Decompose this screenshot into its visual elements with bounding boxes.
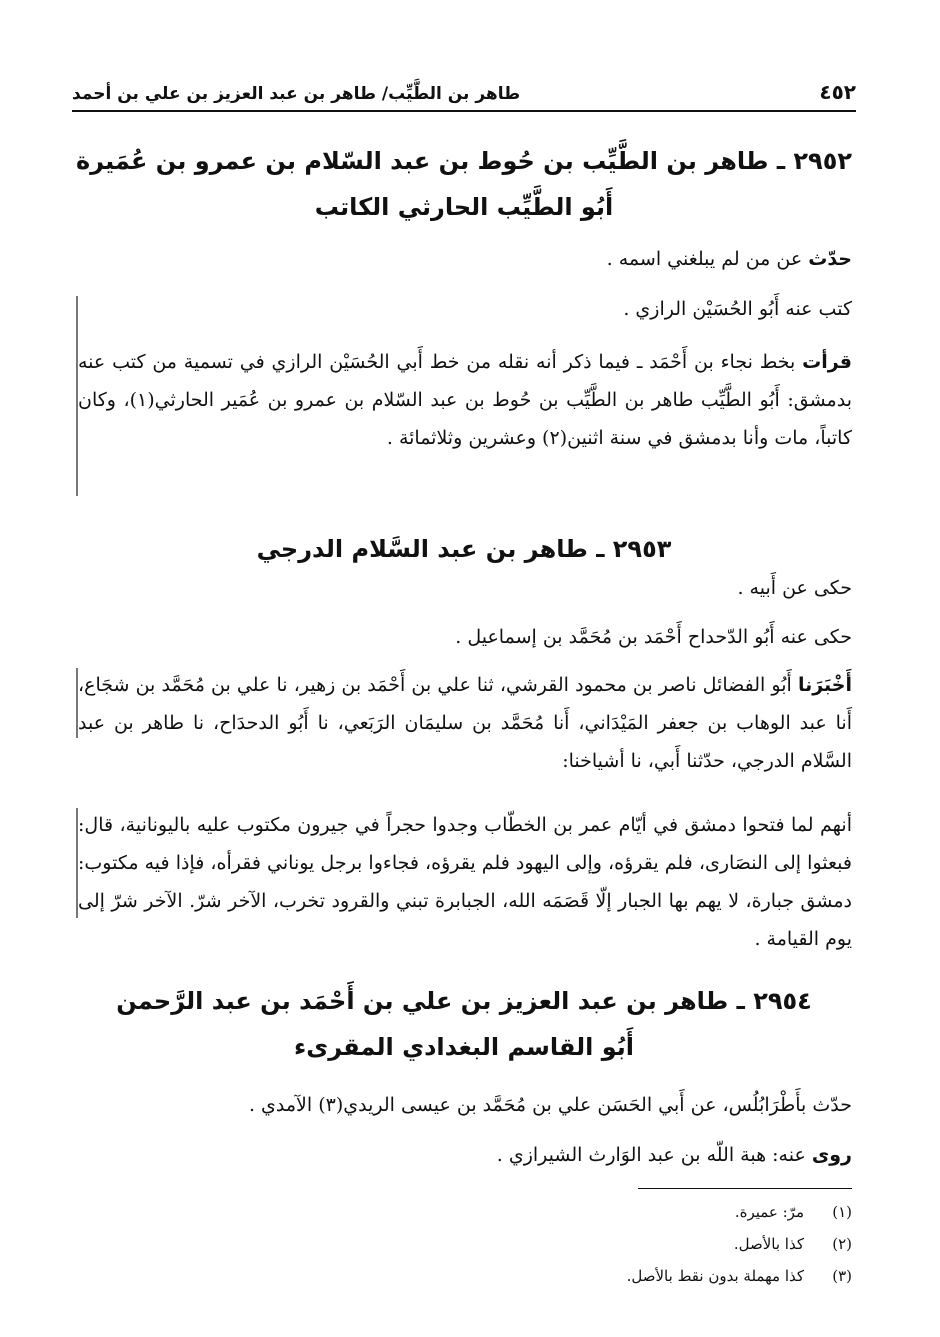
- header-rule: [72, 110, 856, 112]
- scan-margin-mark: [76, 668, 78, 738]
- running-title: طاهر بن الطَّيِّب/ طاهر بن عبد العزيز بن علي بن أحمد: [72, 84, 521, 104]
- paragraph-text: عن من لم يبلغني اسمه .: [606, 248, 809, 270]
- entry-title-line: ٢٩٥٤ ـ طاهر بن عبد العزيز بن علي بن أَحْمَد بن عبد الرَّحمن: [116, 987, 812, 1015]
- entry-title-2953: [72, 526, 856, 572]
- paragraph: [78, 569, 852, 607]
- paragraph-lead: أَخْبَرَنا: [797, 674, 852, 696]
- paragraph-lead: روى: [811, 1144, 852, 1166]
- entry-title-2952: [72, 138, 856, 230]
- entry-title-line: ٢٩٥٣ ـ طاهر بن عبد السَّلام الدرجي: [256, 535, 672, 563]
- paragraph-text: أنهم لما فتحوا دمشق في أيّام عمر بن الخطّاب وجدوا حجراً في جيرون مكتوب عليه باليونانية، قال: فبعثوا إلى النصَارى، فلم يقرؤه، وإلى اليهود فلم يقرؤه، فجاءوا برجل يوناني فقرأه، فإذا فيه مكتوب: دمشق جبارة، لا يهم بها الجبار إلّا قَصَمَه الله، الجبابرة تبني والقرود تخرب، الآخر شرّ. الآخر شرّ إلى يوم القيامة .: [78, 814, 852, 950]
- paragraph-text: كتب عنه أَبُو الحُسَيْن الرازي .: [623, 298, 852, 320]
- footnote-number: (١): [832, 1203, 852, 1221]
- paragraph: [78, 666, 852, 780]
- footnote-text: كذا بالأصل.: [733, 1235, 804, 1253]
- paragraph-text: حكى عنه أَبُو الدّحداح أَحْمَد بن مُحَمَّد بن إسماعيل .: [455, 626, 852, 648]
- footnote: [734, 1232, 852, 1256]
- footnote-number: (٢): [832, 1235, 852, 1253]
- paragraph: [78, 806, 852, 958]
- footnote-text: كذا مهملة بدون نقط بالأصل.: [626, 1267, 804, 1285]
- footnote-rule: [638, 1188, 852, 1189]
- running-header: [72, 70, 856, 104]
- paragraph: [78, 290, 852, 328]
- page-number: ٤٥٢: [819, 80, 856, 104]
- scan-margin-mark: [76, 296, 78, 496]
- footnote-text: مرّ: عميرة.: [734, 1203, 804, 1221]
- paragraph-text: عنه: هبة اللّه بن عبد الوَارث الشيرازي .: [496, 1144, 812, 1166]
- paragraph-text: أَبُو الفضائل ناصر بن محمود القرشي، ثنا علي بن أَحْمَد بن زهير، نا علي بن مُحَمَّد بن شجَاع، أَنا عبد الوهاب بن جعفر المَيْدَاني، أَنا مُحَمَّد بن سليمَان الرَبَعي، نا أَبُو الدحدَاح، نا طاهر بن عبد السَّلام الدرجي، حدّثنا أَبي، نا أشياخنا:: [78, 674, 852, 772]
- entry-title-line: أَبُو الطَّيِّب الحارثي الكاتب: [314, 193, 614, 221]
- paragraph-text: حكى عن أَبيه .: [737, 577, 852, 599]
- footnote-number: (٣): [832, 1267, 852, 1285]
- footnote: [627, 1264, 852, 1288]
- paragraph: [78, 1086, 852, 1124]
- entry-title-line: ٢٩٥٢ ـ طاهر بن الطَّيِّب بن حُوط بن عبد السّلام بن عمرو بن عُمَيرة: [76, 147, 852, 175]
- paragraph: [78, 343, 852, 457]
- paragraph-lead: قرأت: [802, 351, 852, 373]
- paragraph-lead: حدّث: [808, 248, 852, 270]
- entry-title-2954: [72, 978, 856, 1070]
- paragraph-text: بخط نجاء بن أَحْمَد ـ فيما ذكر أنه نقله من خط أَبي الحُسَيْن الرازي في تسمية من كتب عنه بدمشق: أَبُو الطَّيِّب طاهر بن الطَّيِّب بن حُوط بن عبد السّلام بن عمرو بن عُمَير الحارثي(١)، وكان كاتباً، مات وأنا بدمشق في سنة اثنين(٢) وعشرين وثلاثمائة .: [78, 351, 852, 449]
- paragraph: [78, 1136, 852, 1174]
- paragraph-text: حدّث بأَطْرَابُلُس، عن أَبي الحَسَن علي بن مُحَمَّد بن عيسى الريدي(٣) الآمدي .: [248, 1094, 852, 1116]
- paragraph: [78, 240, 852, 278]
- paragraph: [78, 618, 852, 656]
- footnote: [735, 1200, 852, 1224]
- scan-margin-mark: [76, 808, 78, 918]
- entry-title-line: أَبُو القاسم البغدادي المقرىء: [293, 1033, 635, 1061]
